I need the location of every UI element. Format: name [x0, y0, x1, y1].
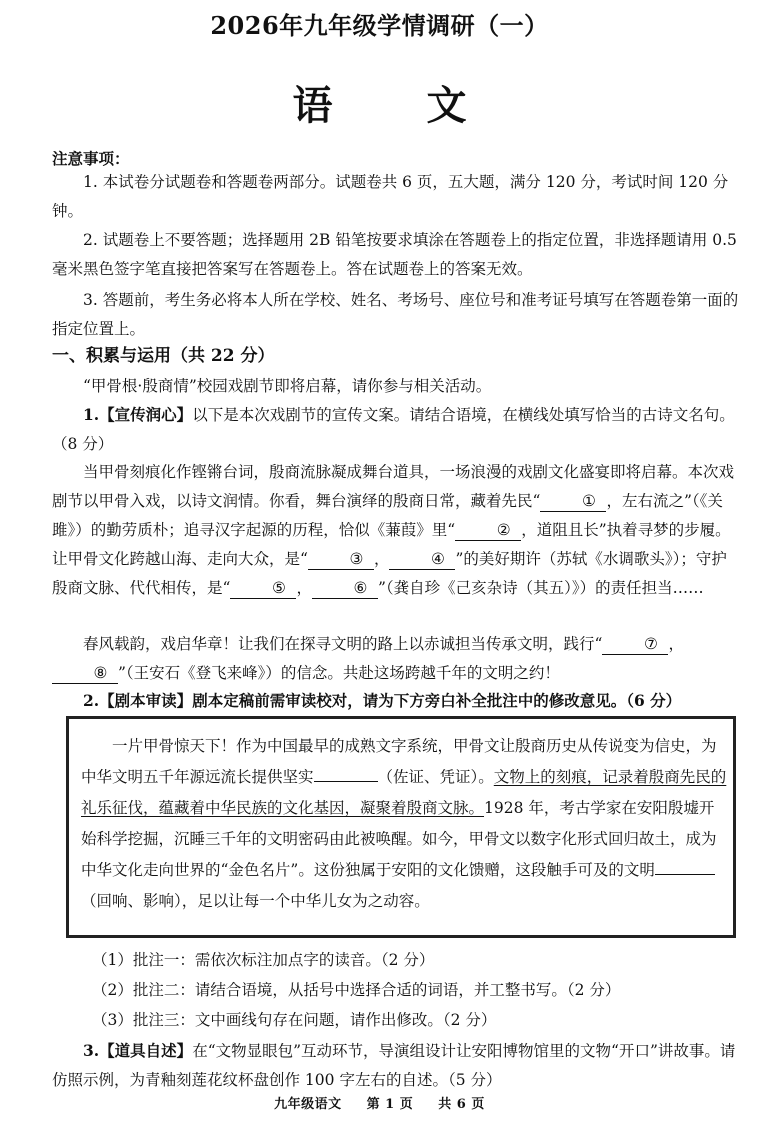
section-heading: 一、积累与运用（共 22 分） — [52, 346, 275, 366]
question-3 — [52, 1036, 742, 1095]
passage-text: ， — [373, 550, 390, 568]
notice-heading: 注意事项： — [52, 149, 130, 168]
notice-item-3: 3. 答题前，考生务必将本人所在学校、姓名、考场号、座位号和准考证号填写在答题卷第一面的指定位置上。 — [52, 291, 739, 338]
q2-sub-2: （2）批注二：请结合语境，从括号中选择合适的词语，并工整书写。（2 分） — [92, 981, 621, 999]
blank-6: ⑥ — [312, 578, 378, 599]
subject-title: 语 文 — [292, 82, 507, 129]
question-1 — [52, 400, 742, 459]
question-3-text: 在“文物显眼包”互动环节，导演组设计让安阳博物馆里的文物“开口”讲故事。请仿照示例，为青釉刻莲花纹杯盘创作 100 字左右的自述。（5 分） — [52, 1042, 736, 1089]
blank-3: ③ — [308, 549, 374, 570]
notice-item-2: 2. 试题卷上不要答题；选择题用 2B 铅笔按要求填涂在答题卷上的指定位置，非选择题请用 0.5 毫米黑色签字笔直接把答案写在答题卷上。答在试题卷上的答案无效。 — [52, 231, 742, 278]
footer-page-number: 第 1 页 — [366, 1097, 414, 1112]
blank-1: ① — [540, 491, 606, 512]
blank-4: ④ — [389, 549, 455, 570]
footer-subject: 九年级语文 — [274, 1097, 342, 1112]
narration-part: 足以让每一个中华儿女为之动容。 — [197, 892, 430, 910]
page-footer — [0, 1093, 759, 1112]
q2-sub-3: （3）批注三：文中画线句存在问题，请作出修改。（2 分） — [92, 1011, 497, 1029]
question-1-text: 以下是本次戏剧节的宣传文案。请结合语境，在横线处填写恰当的古诗文名句。（8 分） — [52, 406, 735, 453]
narration-choice-1: （佐证、凭证）。 — [377, 768, 494, 786]
question-2-text: 剧本定稿前需审读校对，请为下方旁白补全批注中的修改意见。（6 分） — [192, 691, 682, 710]
footer-total-pages: 共 6 页 — [438, 1097, 485, 1112]
blank-2: ② — [455, 520, 521, 541]
narration-choice-2: （回响、影响）， — [81, 892, 198, 910]
question-2 — [52, 686, 742, 716]
notice-item-1: 1. 本试卷分试题卷和答题卷两部分。试题卷共 6 页，五大题，满分 120 分，考试时间 120 分钟。 — [52, 173, 729, 220]
underlined-sentence: 文物上的刻痕，记录着殷商先民的礼乐征伐，蕴藏着中华民族的文化基因，凝聚着殷商文脉。 — [81, 768, 727, 817]
narration-part: 1928 年，考古学家在安阳殷墟开始科学挖掘，沉睡三千年的文明密码由此被唤醒。如今，甲骨文以数字化形式回归故土，成为中华文化走向世界的“金色名片”。这份独属于安阳的文化馈赠，这段触手可及的文明 — [81, 799, 717, 879]
narration-blank-2 — [655, 874, 715, 875]
blank-7: ⑦ — [602, 634, 668, 655]
passage-text: ， — [668, 635, 684, 653]
q2-sub-1: （1）批注一：需依次标注加点字的读音。（2 分） — [92, 951, 435, 969]
question-1-label: 1.【宣传润心】 — [83, 405, 193, 424]
narration-part: 一片甲骨惊天下！作为中国最早的成熟文字系统，甲骨文让殷商历史从传说变为信史，为中华文明五千年源远流长提供坚实 — [81, 737, 717, 786]
script-narration-box — [66, 716, 736, 938]
question-1-passage — [52, 458, 742, 603]
passage-text: ”（王安石《登飞来峰》）的信念。共赴这场跨越千年的文明之约！ — [118, 664, 560, 682]
passage-text: ”（龚自珍《己亥杂诗（其五）》）的责任担当…… — [377, 579, 704, 597]
passage-text: ”的美好期许（苏轼《水调歌头》）；守护殷商文脉、代代相传，是“ — [52, 550, 727, 597]
blank-8: ⑧ — [52, 663, 118, 684]
blank-5: ⑤ — [230, 578, 296, 599]
passage-text: ，左右流之”（《关雎》）的勤劳质朴；追寻汉字起源的历程，恰似《蒹葭》里“ — [52, 492, 723, 539]
narration-text — [81, 731, 727, 917]
question-3-label: 3.【道具自述】 — [83, 1041, 193, 1060]
passage-text: 春风载韵，戏启华章！让我们在探寻文明的路上以赤诚担当传承文明，践行“ — [83, 635, 603, 653]
exam-title: 2026年九年级学情调研（一） — [210, 11, 549, 40]
section-intro: “甲骨根·殷商情”校园戏剧节即将启幕，请你参与相关活动。 — [83, 377, 492, 395]
passage-text: ， — [296, 579, 312, 597]
passage-text: 当甲骨刻痕化作铿锵台词，殷商流脉凝成舞台道具，一场浪漫的戏剧文化盛宴即将启幕。本次戏剧节以甲骨入戏，以诗文润情。你看，舞台演绎的殷商日常，藏着先民“ — [52, 463, 735, 510]
narration-blank-1 — [314, 781, 378, 782]
question-1-passage-2 — [52, 630, 742, 688]
passage-text: ，道阻且长”执着寻梦的步履。让甲骨文化跨越山海、走向大众，是“ — [52, 521, 731, 568]
question-2-label: 2.【剧本审读】 — [83, 691, 193, 710]
